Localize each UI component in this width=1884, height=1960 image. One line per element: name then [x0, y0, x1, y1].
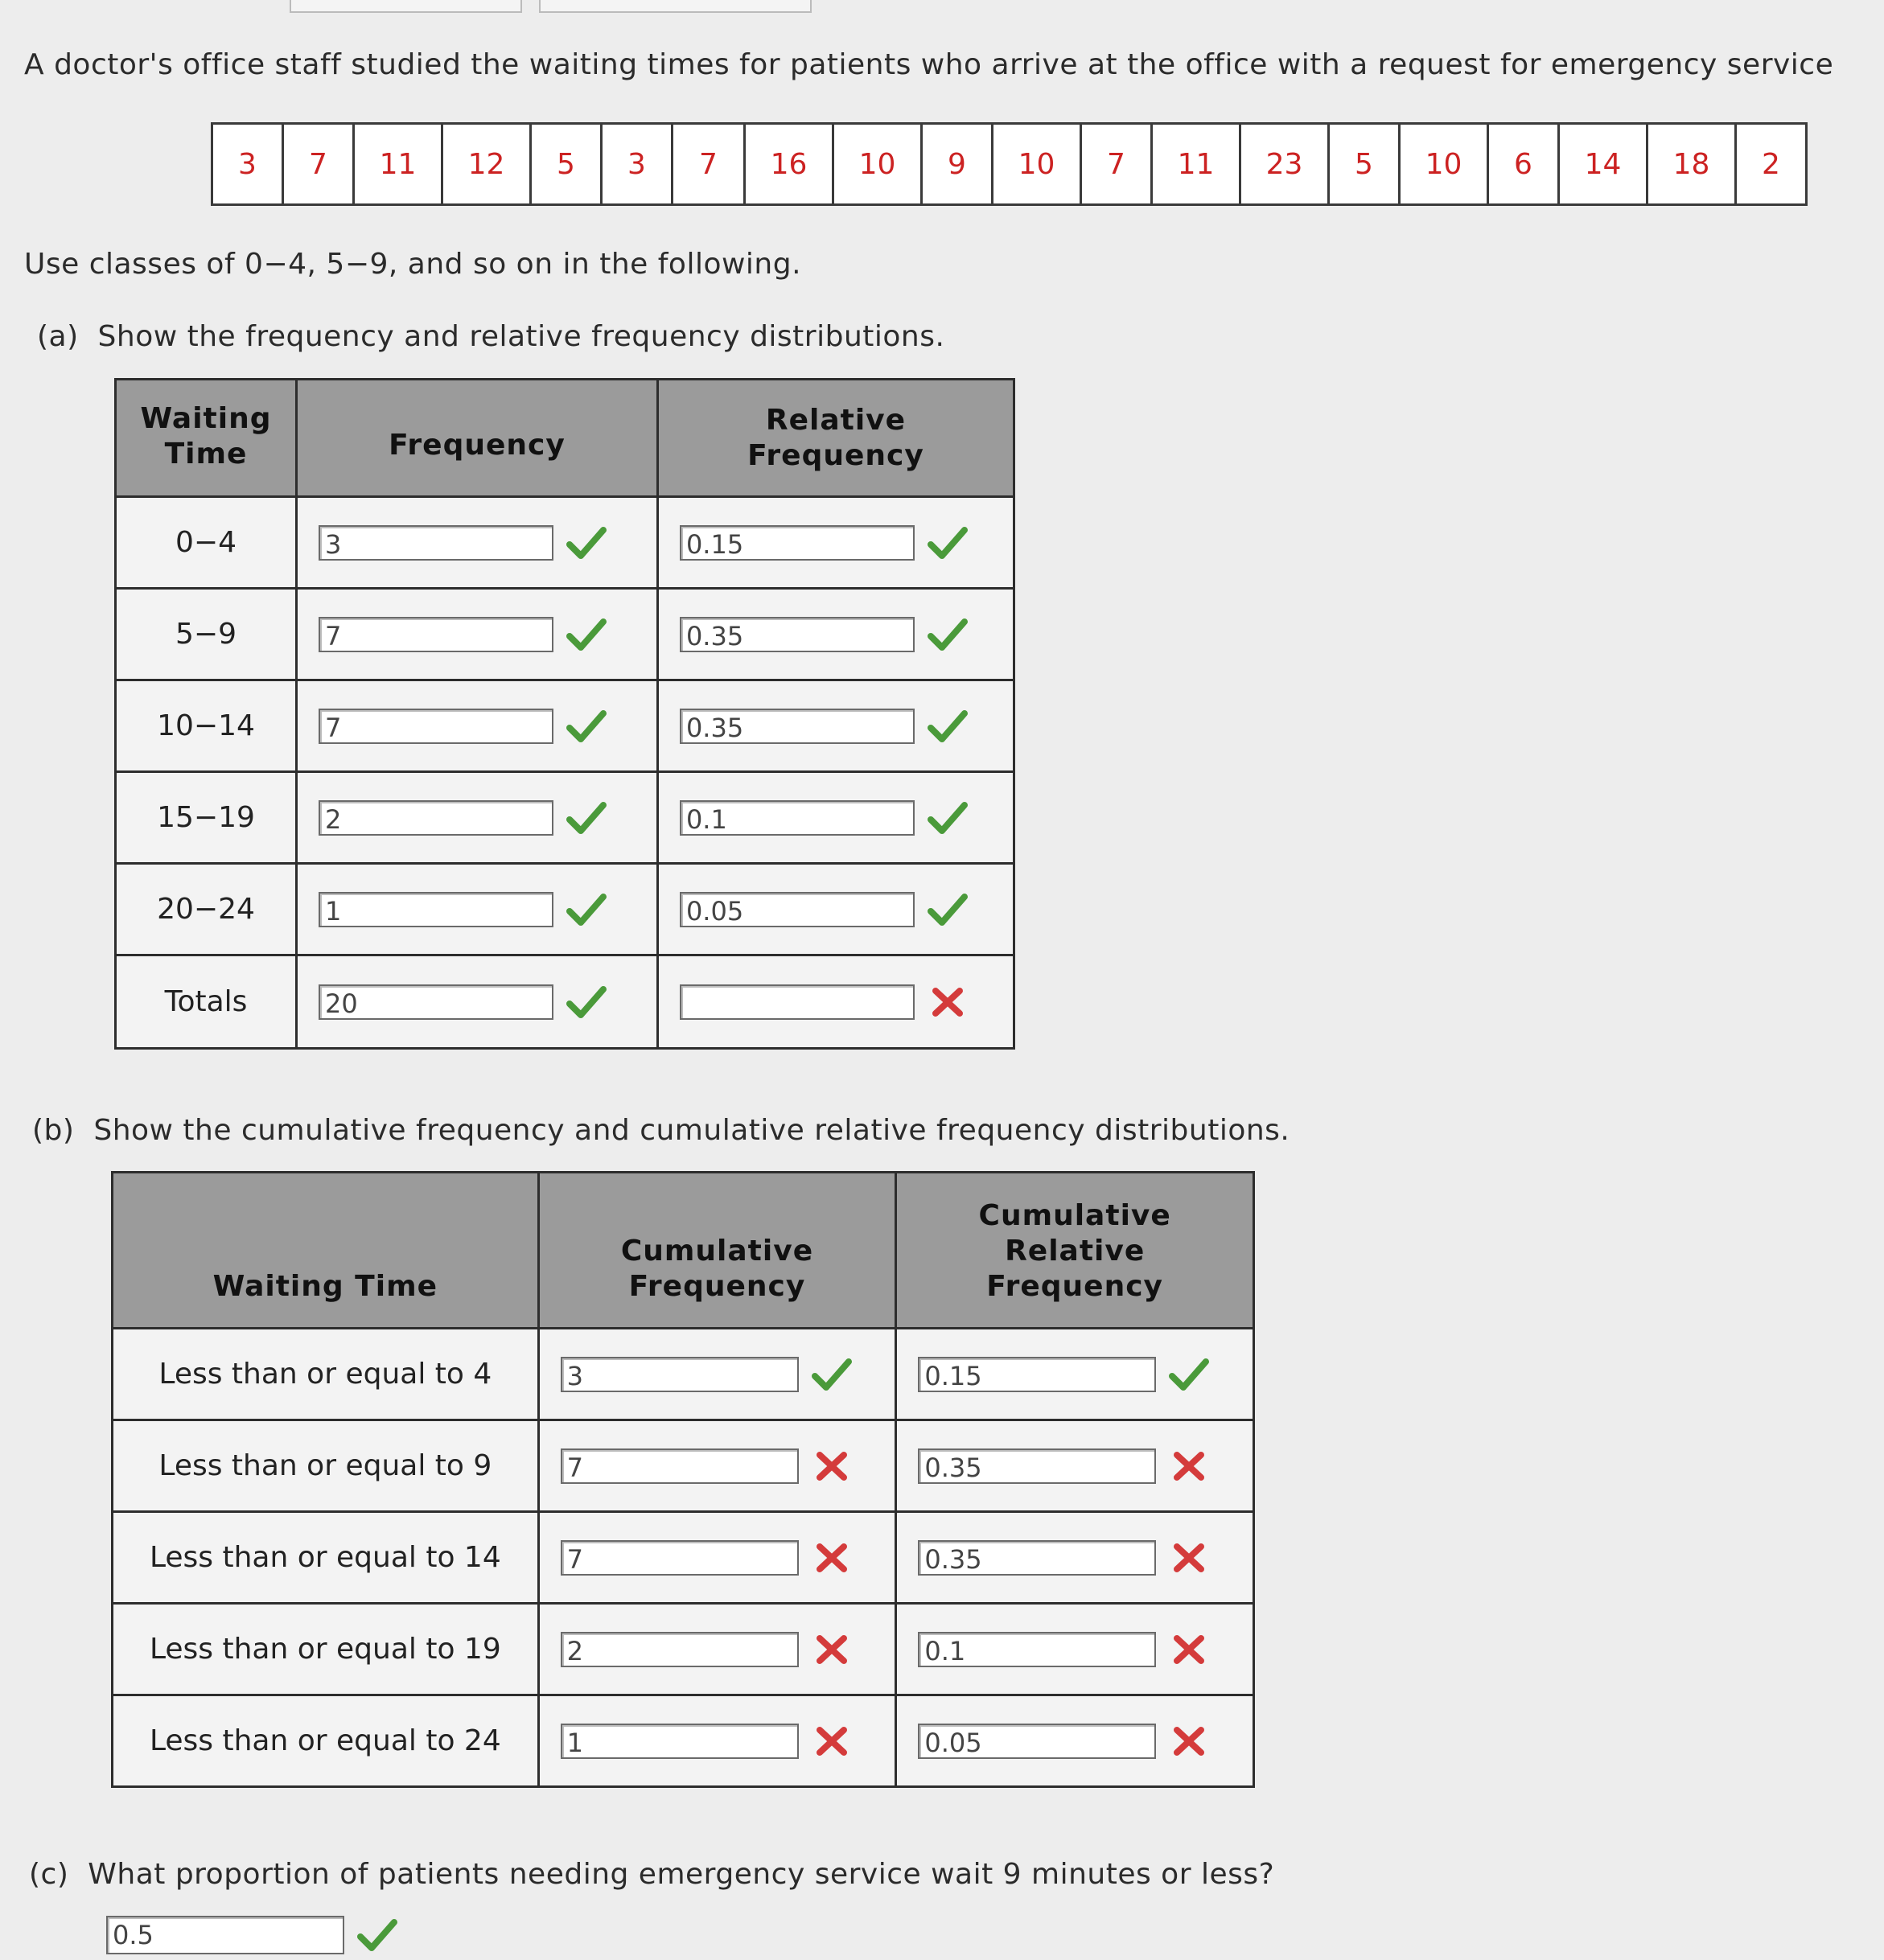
checkmark-icon [566, 617, 607, 652]
cross-icon [1169, 1540, 1209, 1576]
dataset-value: 10 [833, 124, 922, 205]
class-label: 5−9 [116, 589, 297, 680]
dataset-value: 5 [1329, 124, 1400, 205]
class-label: Totals [116, 955, 297, 1049]
cumulative-class-label: Less than or equal to 24 [113, 1695, 539, 1787]
cumulative-relative-frequency-cell [896, 1420, 1254, 1512]
part-a-text: Show the frequency and relative frequency distributions. [97, 320, 945, 353]
cumulative-frequency-cell [538, 1695, 896, 1787]
part-c-answer-row [106, 1916, 397, 1954]
cumulative-class-label: Less than or equal to 19 [113, 1604, 539, 1695]
dataset-value: 7 [283, 124, 354, 205]
relative-frequency-input[interactable] [680, 984, 915, 1020]
cumulative-class-label: Less than or equal to 9 [113, 1420, 539, 1512]
cumulative-frequency-input[interactable]: 7 [561, 1540, 799, 1576]
frequency-input[interactable]: 7 [319, 617, 553, 652]
header-waiting-time: Waiting Time [116, 380, 297, 497]
dataset-value: 7 [673, 124, 745, 205]
instructions: Use classes of 0−4, 5−9, and so on in the following. [24, 248, 802, 281]
cumulative-frequency-input[interactable]: 3 [561, 1357, 799, 1392]
cumulative-relative-frequency-input[interactable]: 0.15 [918, 1357, 1156, 1392]
cross-icon [812, 1632, 852, 1667]
dataset-value: 6 [1488, 124, 1559, 205]
dataset-value: 12 [442, 124, 531, 205]
checkmark-icon [357, 1917, 397, 1953]
cross-icon [812, 1724, 852, 1759]
checkmark-icon [928, 800, 968, 836]
checkmark-icon [566, 525, 607, 561]
cumulative-relative-frequency-input[interactable]: 0.35 [918, 1540, 1156, 1576]
frequency-row [116, 589, 1014, 680]
cumulative-relative-frequency-cell [896, 1695, 1254, 1787]
checkmark-icon [928, 709, 968, 744]
frequency-table [114, 378, 1015, 1050]
problem-intro: A doctor's office staff studied the waiting times for patients who arrive at the office with a request for emergency service [24, 48, 1834, 81]
cumulative-relative-frequency-cell [896, 1512, 1254, 1604]
cumulative-frequency-input[interactable]: 7 [561, 1448, 799, 1484]
cumulative-class-label: Less than or equal to 4 [113, 1329, 539, 1420]
dataset-value: 3 [602, 124, 673, 205]
frequency-row [116, 772, 1014, 864]
cross-icon [1169, 1724, 1209, 1759]
cross-icon [1169, 1632, 1209, 1667]
dataset-value: 10 [1400, 124, 1488, 205]
top-button-stub-1 [290, 0, 522, 13]
checkmark-icon [812, 1357, 852, 1392]
part-c-prompt [29, 1858, 1274, 1891]
frequency-row [116, 955, 1014, 1049]
relative-frequency-input[interactable]: 0.35 [680, 709, 915, 744]
dataset-value: 14 [1559, 124, 1647, 205]
dataset-value: 5 [531, 124, 602, 205]
class-label: 20−24 [116, 864, 297, 955]
frequency-input[interactable]: 20 [319, 984, 553, 1020]
frequency-row [116, 864, 1014, 955]
cumulative-frequency-cell [538, 1420, 896, 1512]
frequency-cell [297, 680, 658, 772]
frequency-cell [297, 497, 658, 589]
cumulative-row [113, 1512, 1254, 1604]
header-frequency: Frequency [297, 380, 658, 497]
header-cumulative-relative-frequency: Cumulative Relative Frequency [896, 1173, 1254, 1329]
part-a-prompt [37, 320, 944, 353]
frequency-row [116, 497, 1014, 589]
relative-frequency-cell [657, 680, 1014, 772]
cumulative-relative-frequency-input[interactable]: 0.35 [918, 1448, 1156, 1484]
cross-icon [1169, 1448, 1209, 1484]
cumulative-relative-frequency-cell [896, 1329, 1254, 1420]
relative-frequency-cell [657, 864, 1014, 955]
checkmark-icon [566, 892, 607, 927]
part-b-label: (b) [32, 1114, 75, 1147]
cumulative-row [113, 1604, 1254, 1695]
cumulative-relative-frequency-input[interactable]: 0.05 [918, 1724, 1156, 1759]
dataset-value: 23 [1240, 124, 1329, 205]
cumulative-frequency-cell [538, 1512, 896, 1604]
checkmark-icon [928, 617, 968, 652]
cross-icon [812, 1540, 852, 1576]
dataset-row [212, 124, 1807, 205]
relative-frequency-cell [657, 772, 1014, 864]
relative-frequency-cell [657, 497, 1014, 589]
class-label: 0−4 [116, 497, 297, 589]
header-relative-frequency: Relative Frequency [657, 380, 1014, 497]
proportion-answer-input[interactable]: 0.5 [106, 1916, 344, 1954]
cumulative-frequency-input[interactable]: 1 [561, 1724, 799, 1759]
frequency-cell [297, 589, 658, 680]
dataset-value: 10 [993, 124, 1081, 205]
dataset-value: 3 [212, 124, 283, 205]
dataset-value: 9 [922, 124, 993, 205]
checkmark-icon [928, 525, 968, 561]
class-label: 10−14 [116, 680, 297, 772]
checkmark-icon [928, 892, 968, 927]
cumulative-relative-frequency-cell [896, 1604, 1254, 1695]
cumulative-row [113, 1420, 1254, 1512]
cumulative-frequency-cell [538, 1329, 896, 1420]
dataset-value: 11 [1152, 124, 1240, 205]
cumulative-frequency-cell [538, 1604, 896, 1695]
dataset-value: 18 [1647, 124, 1736, 205]
part-b-prompt [32, 1114, 1290, 1147]
cumulative-table [111, 1171, 1255, 1788]
part-a-label: (a) [37, 320, 79, 353]
class-label: 15−19 [116, 772, 297, 864]
frequency-row [116, 680, 1014, 772]
frequency-cell [297, 955, 658, 1049]
header-cumulative-frequency: Cumulative Frequency [538, 1173, 896, 1329]
waiting-times-dataset [211, 122, 1808, 206]
checkmark-icon [1169, 1357, 1209, 1392]
part-b-text: Show the cumulative frequency and cumulative relative frequency distributions. [93, 1114, 1290, 1147]
header-cum-waiting-time: Waiting Time [113, 1173, 539, 1329]
part-c-label: (c) [29, 1858, 69, 1891]
relative-frequency-input[interactable]: 0.15 [680, 525, 915, 561]
frequency-input[interactable]: 1 [319, 892, 553, 927]
dataset-value: 2 [1736, 124, 1807, 205]
cumulative-relative-frequency-input[interactable]: 0.1 [918, 1632, 1156, 1667]
relative-frequency-input[interactable]: 0.05 [680, 892, 915, 927]
frequency-cell [297, 772, 658, 864]
dataset-value: 16 [745, 124, 833, 205]
cross-icon [928, 984, 968, 1020]
cross-icon [812, 1448, 852, 1484]
frequency-input[interactable]: 7 [319, 709, 553, 744]
cumulative-frequency-input[interactable]: 2 [561, 1632, 799, 1667]
checkmark-icon [566, 984, 607, 1020]
cumulative-class-label: Less than or equal to 14 [113, 1512, 539, 1604]
relative-frequency-input[interactable]: 0.1 [680, 800, 915, 836]
checkmark-icon [566, 800, 607, 836]
frequency-input[interactable]: 3 [319, 525, 553, 561]
part-c-text: What proportion of patients needing emergency service wait 9 minutes or less? [88, 1858, 1275, 1891]
dataset-value: 11 [354, 124, 442, 205]
frequency-cell [297, 864, 658, 955]
relative-frequency-input[interactable]: 0.35 [680, 617, 915, 652]
dataset-value: 7 [1081, 124, 1152, 205]
cumulative-row [113, 1695, 1254, 1787]
relative-frequency-cell [657, 589, 1014, 680]
cumulative-row [113, 1329, 1254, 1420]
relative-frequency-cell [657, 955, 1014, 1049]
top-button-stub-2 [539, 0, 812, 13]
checkmark-icon [566, 709, 607, 744]
frequency-input[interactable]: 2 [319, 800, 553, 836]
